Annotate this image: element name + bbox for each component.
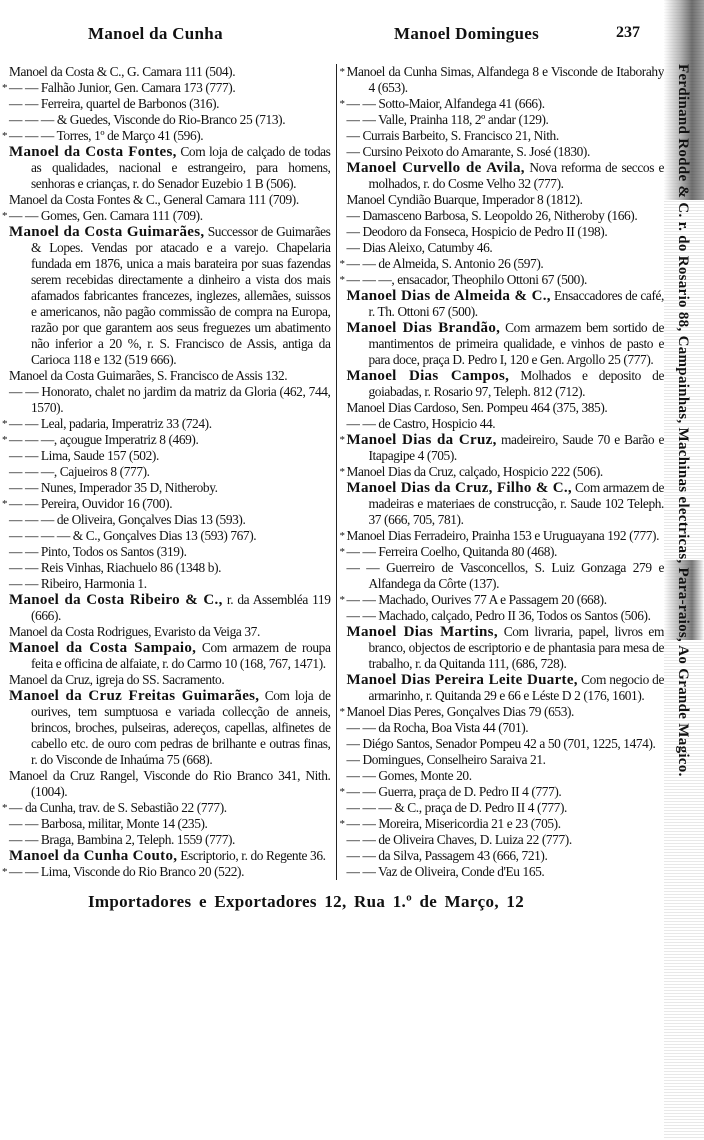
entry-text: Com livraria, papel, livros em branco, objectos de escriptorio e de phantasia para mesa de trabalho, r. da Quitanda 111, (686, 728). [368,624,664,671]
entry-text: — — — & Guedes, Visconde do Rio-Branco 25 (713). [9,112,286,127]
directory-entry [347,144,665,160]
entry-text: Com armazem bem sortido de mantimentos de primeira qualidade, e vinhos de pasto e para doce, praça D. Pedro I, 120 e Gen. Argollo 25 (777). [368,320,664,367]
directory-entry [347,192,665,208]
asterisk-marker: * [339,434,345,446]
entry-text: — — de Oliveira Chaves, D. Luiza 22 (777). [346,832,572,847]
directory-entry [2,416,331,432]
entry-text: — — Gomes, Monte 20. [346,768,472,783]
entry-text: — Deodoro da Fonseca, Hospicio de Pedro II (198). [346,224,608,239]
directory-entry [347,752,665,768]
asterisk-marker: * [339,786,345,798]
directory-entry [347,832,665,848]
entry-text: Manoel da Costa Rodrigues, Evaristo da Veiga 37. [9,624,260,639]
directory-entry [347,112,665,128]
asterisk-marker: * [2,210,8,222]
directory-entry [339,464,665,480]
entry-text: — — Machado, calçado, Pedro II 36, Todos os Santos (506). [346,608,651,623]
directory-entry [347,560,665,592]
directory-entry [339,256,665,272]
entry-text: — da Cunha, trav. de S. Sebastião 22 (777). [9,800,227,815]
directory-entry [2,496,331,512]
directory-entry [347,800,665,816]
directory-entry [9,512,331,528]
entry-text: — — Gomes, Gen. Camara 111 (709). [9,208,203,223]
directory-entry [347,320,665,368]
directory-entry [347,624,665,672]
entry-text: — — Ferreira, quartel de Barbonos (316). [9,96,220,111]
directory-entry [347,768,665,784]
entry-text: — Currais Barbeito, S. Francisco 21, Nith. [346,128,559,143]
directory-entry [347,480,665,528]
directory-entry [2,208,331,224]
entry-text: — — —, Cajueiros 8 (777). [9,464,150,479]
entry-text: — — Pereira, Ouvidor 16 (700). [9,496,173,511]
directory-entry [347,128,665,144]
margin-advertisement-text: Ferdinand Rodde & C. r. do Rosario 88, Campainhas, Machinas electricas, Para-raios, Ao Grande Magico. [675,64,691,777]
directory-entry [339,528,665,544]
directory-entry [339,64,665,96]
directory-column-left [2,64,336,880]
entry-name: Manoel da Costa Fontes, [9,144,177,160]
entry-text: — — —, açougue Imperatriz 8 (469). [9,432,199,447]
directory-entry [2,128,331,144]
entry-text: — — Leal, padaria, Imperatriz 33 (724). [9,416,212,431]
asterisk-marker: * [339,818,345,830]
directory-entry [9,560,331,576]
entry-text: Escriptorio, r. do Regente 36. [180,848,326,863]
directory-entry [9,464,331,480]
entry-text: — — da Rocha, Boa Vista 44 (701). [346,720,529,735]
directory-entry [9,576,331,592]
directory-entry [9,448,331,464]
asterisk-marker: * [339,706,345,718]
directory-entry [2,864,331,880]
entry-text: Manoel Dias da Cruz, calçado, Hospicio 222 (506). [346,464,603,479]
entry-text: Manoel Dias Cardoso, Sen. Pompeu 464 (375, 385). [346,400,608,415]
directory-entry [339,432,665,464]
entry-text: Ensaccadores de café, r. Th. Ottoni 67 (500). [368,288,664,319]
directory-entry [339,272,665,288]
entry-text: — Diégo Santos, Senador Pompeu 42 a 50 (701, 1225, 1474). [346,736,656,751]
entry-name: Manoel Dias da Cruz, [346,432,497,448]
entry-text: — — Guerreiro de Vasconcellos, S. Luiz Gonzaga 279 e Alfandega da Côrte (137). [346,560,664,591]
asterisk-marker: * [2,418,8,430]
directory-entry [9,384,331,416]
directory-entry [339,96,665,112]
entry-text: Manoel da Cunha Simas, Alfandega 8 e Visconde de Itaborahy 4 (653). [346,64,664,95]
entry-text: — — de Almeida, S. Antonio 26 (597). [346,256,544,271]
entry-text: Nova reforma de seccos e molhados, r. do Cosme Velho 32 (777). [368,160,664,191]
directory-entry [9,544,331,560]
entry-text: — — Nunes, Imperador 35 D, Nitheroby. [9,480,218,495]
directory-entry [9,224,331,368]
entry-text: Manoel Dias Ferradeiro, Prainha 153 e Uruguayana 192 (777). [346,528,660,543]
directory-entry [9,592,331,624]
directory-entry [339,544,665,560]
directory-entry [347,288,665,320]
asterisk-marker: * [339,66,345,78]
entry-text: — — Valle, Prainha 118, 2º andar (129). [346,112,549,127]
entry-text: — — Ribeiro, Harmonia 1. [9,576,147,591]
entry-text: — — Reis Vinhas, Riachuelo 86 (1348 b). [9,560,222,575]
entry-text: Manoel da Costa & C., G. Camara 111 (504). [9,64,236,79]
directory-entry [9,672,331,688]
entry-text: madeireiro, Saude 70 e Barão e Itapagipe 4 (705). [368,432,665,463]
entry-text: — Dias Aleixo, Catumby 46. [346,240,493,255]
directory-entry [2,800,331,816]
asterisk-marker: * [339,530,345,542]
asterisk-marker: * [339,98,345,110]
directory-entry [347,368,665,400]
directory-entry [9,368,331,384]
entry-text: — — Guerra, praça de D. Pedro II 4 (777). [346,784,562,799]
directory-entry [347,672,665,704]
directory-entry [339,784,665,800]
entry-name: Manoel da Cruz Freitas Guimarães, [9,688,260,704]
entry-text: — — Lima, Saude 157 (502). [9,448,159,463]
directory-entry [347,160,665,192]
directory-entry [347,416,665,432]
entry-text: — Damasceno Barbosa, S. Leopoldo 26, Nitheroby (166). [346,208,638,223]
entry-text: — — Honorato, chalet no jardim da matriz da Gloria (462, 744, 1570). [9,384,331,415]
entry-text: Com negocio de armarinho, r. Quitanda 29 e 66 e Léste D 2 (176, 1601). [368,672,664,703]
directory-entry [9,96,331,112]
entry-text: — — Braga, Bambina 2, Teleph. 1559 (777). [9,832,236,847]
entry-text: Com armazem de madeiras e materiaes de construcção, r. Saude 102 Teleph. 37 (666, 705, 781). [368,480,665,527]
entry-name: Manoel Dias Pereira Leite Duarte, [346,672,578,688]
entry-name: Manoel Curvello de Avila, [346,160,525,176]
entry-text: Molhados e deposito de goiabadas, r. Rosario 97, Teleph. 812 (712). [368,368,664,399]
entry-name: Manoel Dias Campos, [346,368,510,384]
entry-text: — — Falhão Junior, Gen. Camara 173 (777). [9,80,236,95]
asterisk-marker: * [2,82,8,94]
directory-entry [9,144,331,192]
directory-entry [347,720,665,736]
entry-name: Manoel da Costa Sampaio, [9,640,197,656]
asterisk-marker: * [2,866,8,878]
directory-entry [9,816,331,832]
directory-entry [339,816,665,832]
directory-entry [9,848,331,864]
directory-entry [2,432,331,448]
entry-text: — — Vaz de Oliveira, Conde d'Eu 165. [346,864,545,879]
asterisk-marker: * [339,274,345,286]
directory-entry [9,832,331,848]
directory-entry [9,112,331,128]
entry-text: — — Pinto, Todos os Santos (319). [9,544,187,559]
directory-entry [347,224,665,240]
entry-text: — — Ferreira Coelho, Quitanda 80 (468). [346,544,557,559]
margin-advertisement [664,0,704,1140]
entry-text: Manoel Cyndião Buarque, Imperador 8 (1812). [346,192,583,207]
directory-entry [347,848,665,864]
asterisk-marker: * [339,258,345,270]
directory-entry [9,64,331,80]
directory-entry [347,736,665,752]
entry-text: — — —, ensacador, Theophilo Ottoni 67 (500). [346,272,587,287]
directory-entry [347,608,665,624]
entry-name: Manoel Dias da Cruz, Filho & C., [346,480,572,496]
asterisk-marker: * [339,466,345,478]
entry-text: Com loja de calçado de todas as qualidades, nacional e estrangeiro, para homens, senhoras e crianças, r. do Senador Euzebio 1 B (506). [31,144,331,191]
entry-text: — — — — & C., Gonçalves Dias 13 (593) 767). [9,528,257,543]
entry-text: Com armazem de roupa feita e officina de alfaiate, r. do Carmo 10 (168, 767, 1471). [31,640,331,671]
entry-text: — — Lima, Visconde do Rio Branco 20 (522). [9,864,245,879]
page-number: 237 [616,24,640,41]
entry-text: Manoel da Costa Guimarães, S. Francisco de Assis 132. [9,368,288,383]
asterisk-marker: * [2,498,8,510]
running-header-left: Manoel da Cunha [88,24,223,43]
entry-text: — — Barbosa, militar, Monte 14 (235). [9,816,208,831]
directory-columns [0,64,664,880]
directory-entry [9,768,331,800]
directory-entry [339,592,665,608]
entry-name: Manoel Dias Martins, [346,624,498,640]
running-header-right: Manoel Domingues [394,24,540,43]
asterisk-marker: * [2,130,8,142]
entry-text: — — — de Oliveira, Gonçalves Dias 13 (593). [9,512,246,527]
directory-entry [9,688,331,768]
entry-text: — — — Torres, 1º de Março 41 (596). [9,128,204,143]
entry-text: — — — & C., praça de D. Pedro II 4 (777). [346,800,567,815]
entry-name: Manoel da Costa Ribeiro & C., [9,592,223,608]
directory-entry [9,528,331,544]
directory-entry [2,80,331,96]
entry-text: — — de Castro, Hospicio 44. [346,416,496,431]
entry-name: Manoel da Cunha Couto, [9,848,178,864]
entry-text: — — Moreira, Misericordia 21 e 23 (705). [346,816,561,831]
directory-entry [347,240,665,256]
entry-text: Com loja de ourives, tem sumptuosa e variada collecção de anneis, brincos, broches, pulseiras, adereços, capellas, alfinetes de cabello etc. de ouro com pedras de brilhante e outras finas, r. do Visconde de Inhaúma 75 (668). [31,688,331,767]
entry-text: Manoel da Cruz, igreja do SS. Sacramento. [9,672,225,687]
directory-entry [347,208,665,224]
directory-entry [339,704,665,720]
entry-text: — Domingues, Conselheiro Saraiva 21. [346,752,546,767]
directory-entry [347,864,665,880]
page-footer-advertisement: Importadores e Exportadores 12, Rua 1.º de Março, 12 [88,892,525,911]
entry-text: — — Machado, Ourives 77 A e Passagem 20 (668). [346,592,607,607]
entry-text: Manoel da Cruz Rangel, Visconde do Rio Branco 341, Nith. (1004). [9,768,331,799]
entry-text: — Cursino Peixoto do Amarante, S. José (1830). [346,144,590,159]
entry-name: Manoel Dias Brandão, [346,320,501,336]
asterisk-marker: * [339,594,345,606]
directory-entry [9,640,331,672]
entry-text: Manoel Dias Peres, Gonçalves Dias 79 (653). [346,704,574,719]
entry-text: — — da Silva, Passagem 43 (666, 721). [346,848,548,863]
directory-entry [9,480,331,496]
directory-column-right [336,64,665,880]
entry-name: Manoel da Costa Guimarães, [9,224,205,240]
entry-text: Manoel da Costa Fontes & C., General Camara 111 (709). [9,192,299,207]
directory-entry [347,400,665,416]
asterisk-marker: * [2,434,8,446]
entry-text: Successor de Guimarães & Lopes. Vendas por atacado e a varejo. Chapelaria fundada em 1876, unica a mais barateira por suas fazendas serem recebidas directamente a dinheiro a vista dos mais afamados fabricantes francezes, inglezes, allemães, suissos e americanos, não pagão commissão de compra na Europa, razão por que garantem aos seus freguezes um abatimento não inferior a 20 %, r. S. Francisco de Assis, antiga da Carioca 118 e 132 (519 666). [31,224,331,367]
directory-entry [9,624,331,640]
entry-name: Manoel Dias de Almeida & C., [346,288,551,304]
asterisk-marker: * [339,546,345,558]
entry-text: — — Sotto-Maior, Alfandega 41 (666). [346,96,545,111]
asterisk-marker: * [2,802,8,814]
directory-entry [9,192,331,208]
entry-text: r. da Assembléa 119 (666). [31,592,331,623]
